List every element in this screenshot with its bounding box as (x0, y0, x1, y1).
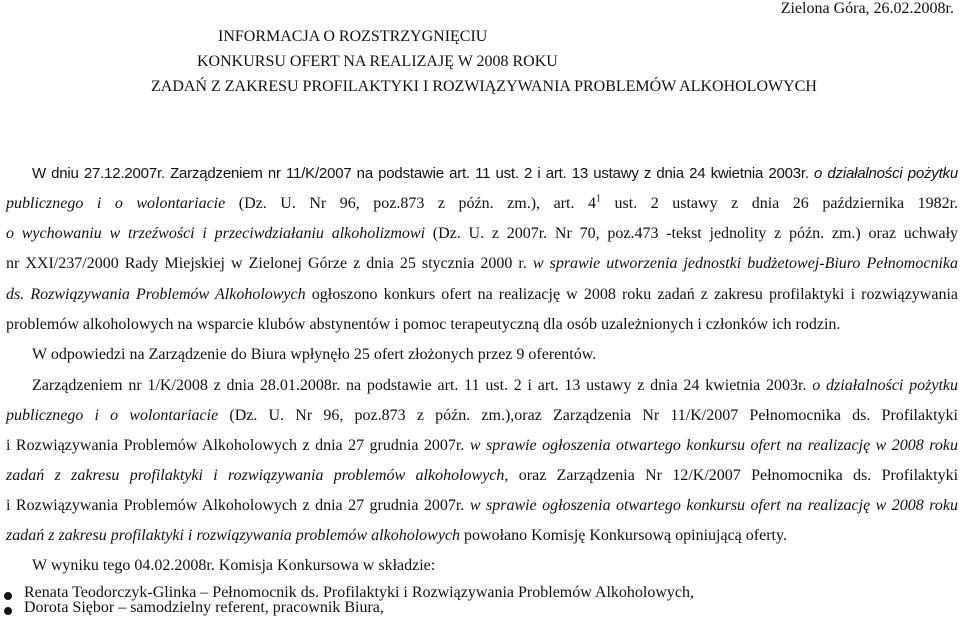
bullet-icon (4, 607, 12, 615)
text-span-italic: w sprawie ogłoszenia otwartego konkursu ofert na realizację w 2008 roku (469, 497, 959, 514)
text-span: powołano Komisję Konkursową opiniującą oferty. (464, 527, 787, 544)
text-line: W odpowiedzi na Zarządzenie do Biura wpłynęło 25 ofert złożonych przez 9 oferentów. (32, 346, 597, 363)
text-line (6, 286, 958, 304)
text-span-italic: ds. Rozwiązywania Problemów Alkoholowych (6, 286, 306, 303)
text-span: i Rozwiązywania Problemów Alkoholowych z dnia 27 grudnia 2007r. (6, 497, 465, 514)
text-span-italic: o wychowaniu w trzeźwości i przeciwdziałaniu alkoholizmowi (6, 225, 426, 242)
text-span-italic: zadań z zakresu profilaktyki i rozwiązywania problemów alkoholowych (6, 527, 461, 544)
list-item: Renata Teodorczyk-Glinka – Pełnomocnik ds. Profilaktyki i Rozwiązywania Problemów Alkoholowych, (24, 584, 695, 601)
text-line (6, 527, 958, 545)
text-span: ogłoszono konkurs ofert na realizację w 2008 roku zadań z zakresu profilaktyki i rozwiązywania (311, 286, 958, 303)
text-span-italic: w sprawie ogłoszenia otwartego konkursu ofert na realizację w 2008 roku (469, 437, 959, 454)
title-line-3: ZADAŃ Z ZAKRESU PROFILAKTYKI I ROZWIĄZYWANIA PROBLEMÓW ALKOHOLOWYCH (151, 78, 817, 95)
text-line (6, 255, 958, 273)
text-span-italic: zadań z zakresu profilaktyki i rozwiązywania problemów alkoholowych, (6, 467, 509, 484)
text-line (6, 377, 958, 395)
text-span: i Rozwiązywania Problemów Alkoholowych z dnia 27 grudnia 2007r. (6, 437, 465, 454)
title-line-1: INFORMACJA O ROZSTRZYGNIĘCIU (218, 28, 488, 45)
text-span: (Dz. U. Nr 96, poz.873 z późn. zm.), art. 4 (238, 195, 596, 212)
text-span: oraz Zarządzenia Nr 12/K/2007 Pełnomocnika ds. Profilaktyki (518, 467, 959, 484)
text-span: problemów alkoholowych na wsparcie klubów abstynentów i pomoc terapeutyczną dla osób uzależnionych i członków ich rodzin. (6, 316, 841, 333)
text-line: W wyniku tego 04.02.2008r. Komisja Konkursowa w składzie: (32, 557, 436, 574)
title-line-2: KONKURSU OFERT NA REALIZAJĘ W 2008 ROKU (197, 53, 558, 70)
text-line (6, 407, 958, 425)
text-span: W dniu 27.12.2007r. Zarządzeniem nr 11/K/2007 na podstawie art. 11 ust. 2 i art. 13 ustawy z dnia 24 kwietnia 2003r. (32, 165, 809, 182)
text-span-italic: o działalności pożytku (814, 165, 958, 182)
text-line (6, 467, 958, 485)
text-line (6, 497, 958, 515)
text-span: Zarządzeniem nr 1/K/2008 z dnia 28.01.2008r. na podstawie art. 11 ust. 2 i art. 13 ustawy z dnia 24 kwietnia 2003r. (32, 377, 807, 394)
text-span: nr XXI/237/2000 Rady Miejskiej w Zielonej Górze z dnia 25 stycznia 2000 r. (6, 255, 527, 272)
text-line (6, 195, 958, 213)
bullet-icon (4, 592, 12, 600)
text-span: (Dz. U. Nr 96, poz.873 z późn. zm.),oraz Zarządzenia Nr 11/K/2007 Pełnomocnika ds. Profilaktyki (229, 407, 958, 424)
text-line (6, 316, 958, 334)
text-span-italic: publicznego i o wolontariacie (6, 195, 226, 212)
text-line (6, 437, 958, 455)
text-line (6, 225, 958, 243)
text-line (6, 165, 958, 182)
text-span-italic: w sprawie utworzenia jednostki budżetowej-Biuro Pełnomocnika (532, 255, 959, 272)
text-span: (Dz. U. z 2007r. Nr 70, poz.473 -tekst jednolity z późn. zm.) oraz uchwały (432, 225, 959, 242)
document-date: Zielona Góra, 26.02.2008r. (780, 0, 954, 17)
text-span: ust. 2 ustawy z dnia 26 października 1982r. (614, 195, 959, 212)
text-span-italic: o działalności pożytku (812, 377, 959, 394)
list-item: Dorota Siębor – samodzielny referent, pracownik Biura, (24, 599, 384, 616)
text-span-italic: publicznego i o wolontariacie (6, 407, 219, 424)
superscript: 1 (595, 193, 601, 205)
